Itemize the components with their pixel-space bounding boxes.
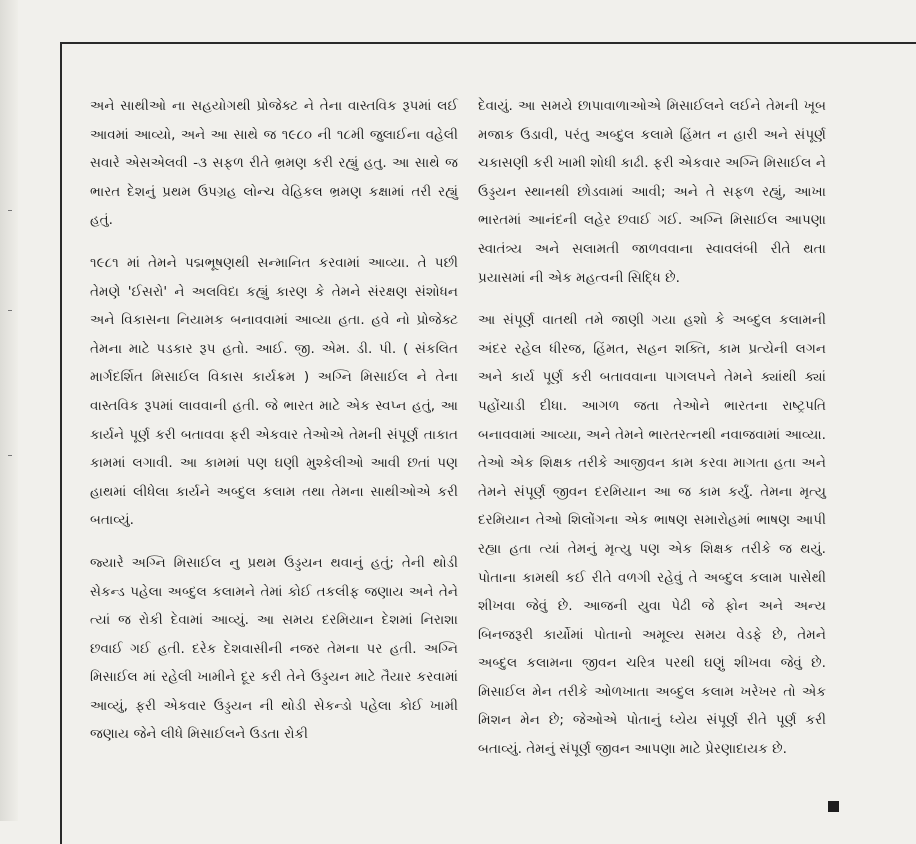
margin-mark — [8, 310, 12, 311]
paragraph: ૧૯૮૧ માં તેમને પદ્મભૂષણથી સન્માનિત કરવામાં આવ્યા. તે પછી તેમણે 'ઈસરો' ને અલવિદા કહ્યું કારણ કે તેમને સંરક્ષણ સંશોધન અને વિકાસના નિયામક બનાવવામાં આવ્યા હતા. હવે નો પ્રોજેક્ટ તેમના માટે પડકાર રૂપ હતો. આઈ. જી. એમ. ડી. પી. ( સંકલિત માર્ગદર્શિત મિસાઈલ વિકાસ કાર્યક્રમ ) અગ્નિ મિસાઈલ ને તેના વાસ્તવિક રૂપમાં લાવવાની હતી. જે ભારત માટે એક સ્વપ્ન હતું, આ કાર્યને પૂર્ણ કરી બતાવવા ફરી એકવાર તેઓએ તેમની સંપૂર્ણ તાકાત કામમાં લગાવી. આ કામમાં પણ ઘણી મુશ્કેલીઓ આવી છતાં પણ હાથમાં લીધેલા કાર્યને અબ્દુલ કલામ તથા તેમના સાથીઓએ કરી બતાવ્યું. — [90, 254, 458, 529]
right-column — [478, 92, 826, 778]
paragraph: આ સંપૂર્ણ વાતથી તમે જાણી ગયા હશો કે અબ્દુલ કલામની અંદર રહેલ ધીરજ, હિંમત, સહન શક્તિ, કામ પ્રત્યેની લગન અને કાર્ય પૂર્ણ કરી બતાવવાના પાગલપને તેમને ક્યાંથી ક્યાં પહોંચાડી દીધા. આગળ જતા તેઓને ભારતના રાષ્ટ્રપતિ બનાવવામાં આવ્યા, અને તેમને ભારતરત્નથી નવાજવામાં આવ્યા. તેઓ એક શિક્ષક તરીકે આજીવન કામ કરવા માગતા હતા અને તેમને સંપૂર્ણ જીવન દરમિયાન આ જ કામ કર્યું. તેમના મૃત્યુ દરમિયાન તેઓ શિલોંગના એક ભાષણ સમારોહમાં ભાષણ આપી રહ્યા હતા ત્યાં તેમનું મૃત્યુ પણ એક શિક્ષક તરીકે જ થયું. પોતાના કામથી કઈ રીતે વળગી રહેવું તે અબ્દુલ કલામ પાસેથી શીખવા જેવું છે. આજની યુવા પેઢી જે ફોન અને અન્ય બિનજરૂરી કાર્યોમાં પોતાનો અમૂલ્ય સમય વેડફે છે, તેમને અબ્દુલ કલામના જીવન ચરિત્ર પરથી ઘણું શીખવા જેવું છે. મિસાઈલ મેન તરીકે ઓળખાતા અબ્દુલ કલામ ખરેખર તો એક મિશન મેન છે; જેઓએ પોતાનું ધ્યેય સંપૂર્ણ રીતે પૂર્ણ કરી બતાવ્યું. તેમનું સંપૂર્ણ જીવન આપણા માટે પ્રેરણાદાયક છે. — [478, 312, 826, 758]
page-edge — [0, 0, 18, 821]
paragraph: જ્યારે અગ્નિ મિસાઈલ નુ પ્રથમ ઉડ્ડયન થવાનું હતું; તેની થોડી સેકન્ડ પહેલા અબ્દુલ કલામને તેમાં કોઈ તકલીફ જણાય અને તેને ત્યાં જ રોકી દેવામાં આવ્યું. આ સમય દરમિયાન દેશમાં નિરાશા છવાઈ ગઈ હતી. દરેક દેશવાસીની નજર તેમના પર હતી. અગ્નિ મિસાઈલ માં રહેલી ખામીને દૂર કરી તેને ઉડ્ડયન માટે તૈયાર કરવામાં આવ્યું, ફરી એકવાર ઉડ્ડયન ની થોડી સેકન્ડો પહેલા કોઈ ખામી જણાય જેને લીધે મિસાઈલને ઉડતા રોકી — [90, 554, 458, 743]
paragraph: દેવાયું. આ સમયે છાપાવાળાઓએ મિસાઈલને લઈને તેમની ખૂબ મજાક ઉડાવી, પરંતુ અબ્દુલ કલામે હિંમત ન હારી અને સંપૂર્ણ ચકાસણી કરી ખામી શોધી કાઢી. ફરી એકવાર અગ્નિ મિસાઈલ ને ઉડ્ડયન સ્થાનથી છોડવામાં આવી; અને તે સફળ રહ્યું, આખા ભારતમાં આનંદની લહેર છવાઈ ગઈ. અગ્નિ મિસાઈલ આપણા સ્વાતંત્ર્ય અને સલામતી જાળવવાના સ્વાવલંબી રીતે થતા પ્રયાસમાં ની એક મહત્વની સિદ્ધિ છે. — [478, 98, 826, 286]
paragraph: અને સાથીઓ ના સહયોગથી પ્રોજેક્ટ ને તેના વાસ્તવિક રૂપમાં લઈ આવમાં આવ્યો, અને આ સાથે જ ૧૯૮૦ ની ૧૮મી જુલાઈના વહેલી સવારે એસએલવી -૩ સફળ રીતે ભ્રમણ કરી રહ્યું હતુ. આ સાથે જ ભારત દેશનું પ્રથમ ઉપગ્રહ લોન્ચ વેહિકલ ભ્રમણ કક્ષામાં તરી રહ્યું હતું. — [90, 98, 458, 229]
end-of-article-mark — [828, 801, 839, 812]
left-column — [90, 92, 458, 763]
margin-mark — [8, 455, 12, 456]
margin-mark — [8, 210, 12, 211]
